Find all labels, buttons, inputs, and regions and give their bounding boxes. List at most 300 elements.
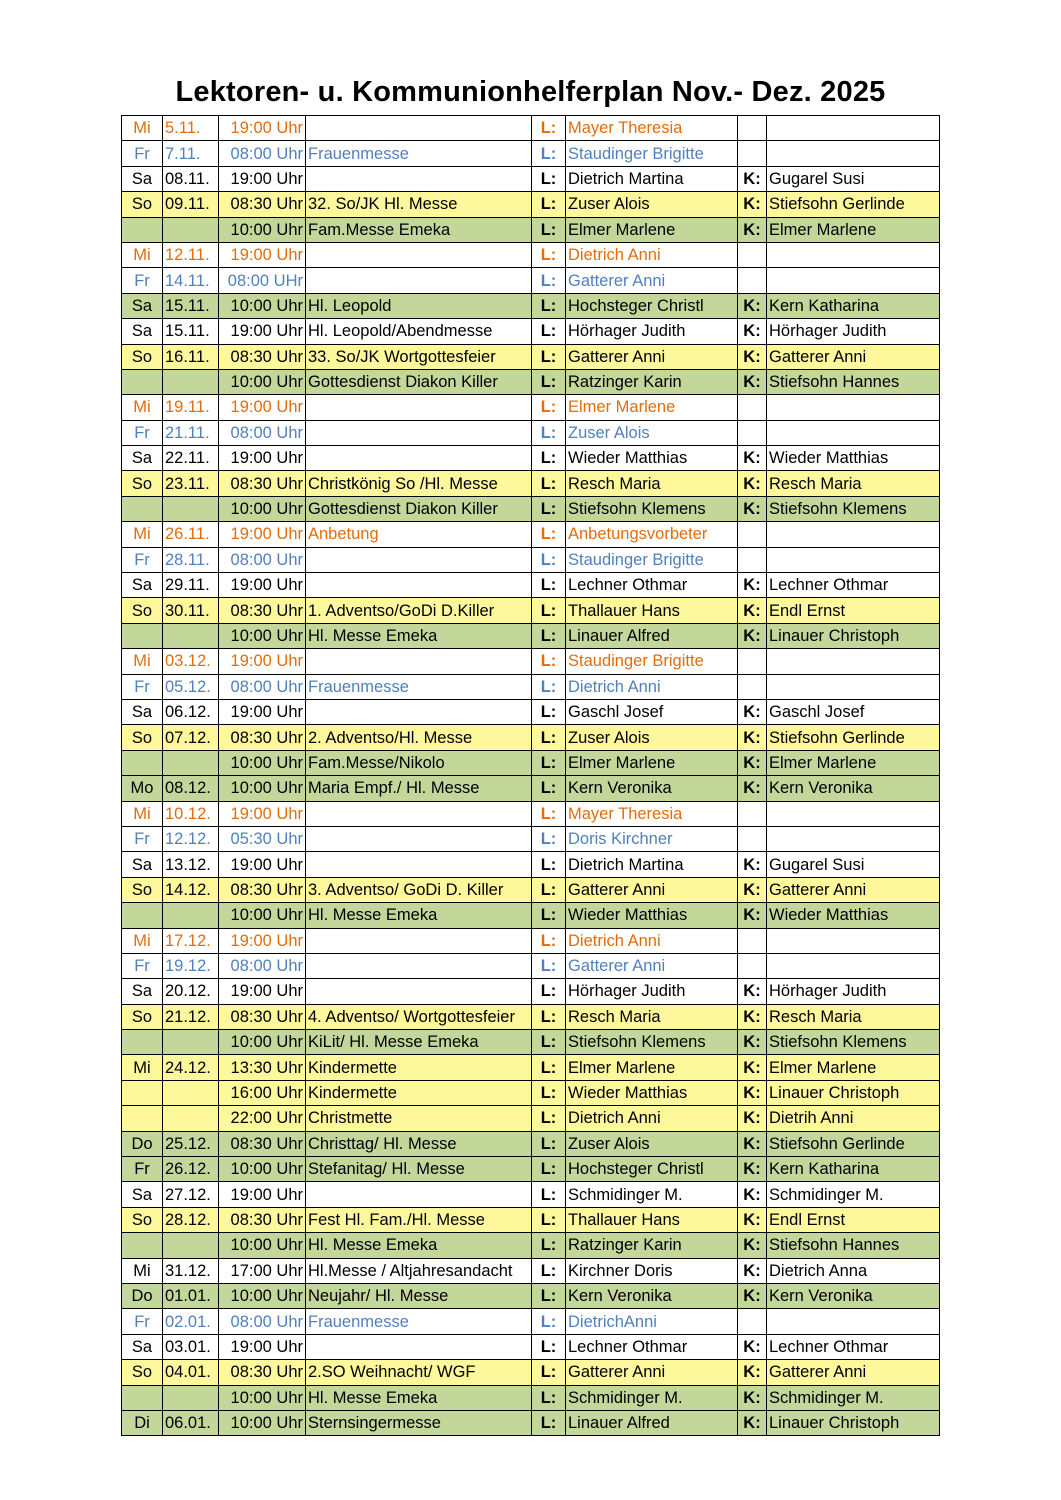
time-cell: 10:00 Uhr	[219, 1233, 306, 1258]
description-cell: Gottesdienst Diakon Killer	[306, 369, 532, 394]
time-cell: 08:00 Uhr	[219, 141, 306, 166]
communion-helper-name	[767, 953, 940, 978]
lector-name: Wieder Matthias	[566, 446, 738, 471]
weekday-cell: So	[122, 1360, 163, 1385]
communion-label: K:	[738, 344, 767, 369]
time-cell: 16:00 Uhr	[219, 1080, 306, 1105]
schedule-body	[122, 116, 940, 1436]
date-cell: 14.11.	[163, 268, 219, 293]
schedule-row	[122, 1258, 940, 1283]
lector-label: L:	[532, 649, 566, 674]
page-title: Lektoren- u. Kommunionhelferplan Nov.- Dez. 2025	[175, 76, 886, 108]
lector-name: Ratzinger Karin	[566, 1233, 738, 1258]
description-cell	[306, 801, 532, 826]
date-cell: 13.12.	[163, 852, 219, 877]
description-cell: Hl. Messe Emeka	[306, 1385, 532, 1410]
description-cell: 2. Adventso/Hl. Messe	[306, 725, 532, 750]
communion-helper-name: Stiefsohn Hannes	[767, 369, 940, 394]
date-cell	[163, 1233, 219, 1258]
weekday-cell: Fr	[122, 1309, 163, 1334]
date-cell: 03.12.	[163, 649, 219, 674]
communion-label: K:	[738, 699, 767, 724]
lector-label: L:	[532, 1360, 566, 1385]
date-cell: 14.12.	[163, 877, 219, 902]
schedule-row	[122, 369, 940, 394]
lector-name: Thallauer Hans	[566, 1207, 738, 1232]
description-cell	[306, 649, 532, 674]
communion-helper-name: Gatterer Anni	[767, 344, 940, 369]
weekday-cell: Mi	[122, 649, 163, 674]
schedule-row	[122, 395, 940, 420]
lector-label: L:	[532, 877, 566, 902]
time-cell: 19:00 Uhr	[219, 242, 306, 267]
schedule-row	[122, 547, 940, 572]
communion-helper-name	[767, 522, 940, 547]
communion-helper-name	[767, 1309, 940, 1334]
lector-label: L:	[532, 852, 566, 877]
communion-helper-name: Kern Veronika	[767, 776, 940, 801]
lector-label: L:	[532, 446, 566, 471]
lector-name: Gatterer Anni	[566, 877, 738, 902]
lector-name: Mayer Theresia	[566, 801, 738, 826]
lector-name: Stiefsohn Klemens	[566, 1030, 738, 1055]
time-cell: 08:30 Uhr	[219, 598, 306, 623]
date-cell: 10.12.	[163, 801, 219, 826]
time-cell: 08:30 Uhr	[219, 877, 306, 902]
time-cell: 13:30 Uhr	[219, 1055, 306, 1080]
communion-label: K:	[738, 1385, 767, 1410]
time-cell: 19:00 Uhr	[219, 852, 306, 877]
weekday-cell	[122, 903, 163, 928]
date-cell	[163, 903, 219, 928]
weekday-cell: So	[122, 877, 163, 902]
time-cell: 08:00 UHr	[219, 268, 306, 293]
communion-helper-name: Stiefsohn Klemens	[767, 1030, 940, 1055]
date-cell: 19.12.	[163, 953, 219, 978]
schedule-row	[122, 699, 940, 724]
schedule-row	[122, 1385, 940, 1410]
lector-name: Hörhager Judith	[566, 979, 738, 1004]
date-cell: 06.12.	[163, 699, 219, 724]
schedule-row	[122, 1157, 940, 1182]
time-cell: 10:00 Uhr	[219, 217, 306, 242]
communion-label	[738, 953, 767, 978]
lector-name: Staudinger Brigitte	[566, 649, 738, 674]
weekday-cell: Sa	[122, 852, 163, 877]
weekday-cell: Mi	[122, 801, 163, 826]
date-cell: 15.11.	[163, 319, 219, 344]
description-cell	[306, 1182, 532, 1207]
description-cell: Sternsingermesse	[306, 1410, 532, 1435]
lector-name: Lechner Othmar	[566, 573, 738, 598]
weekday-cell	[122, 1233, 163, 1258]
lector-name: Staudinger Brigitte	[566, 141, 738, 166]
lector-label: L:	[532, 573, 566, 598]
communion-helper-name: Schmidinger M.	[767, 1182, 940, 1207]
description-cell: KiLit/ Hl. Messe Emeka	[306, 1030, 532, 1055]
communion-label	[738, 116, 767, 141]
lector-label: L:	[532, 395, 566, 420]
communion-label: K:	[738, 217, 767, 242]
weekday-cell: Mi	[122, 242, 163, 267]
description-cell	[306, 852, 532, 877]
communion-helper-name: Schmidinger M.	[767, 1385, 940, 1410]
schedule-row	[122, 750, 940, 775]
communion-helper-name: Gugarel Susi	[767, 852, 940, 877]
description-cell: Hl. Messe Emeka	[306, 903, 532, 928]
weekday-cell	[122, 369, 163, 394]
description-cell	[306, 547, 532, 572]
lector-label: L:	[532, 547, 566, 572]
description-cell: Frauenmesse	[306, 141, 532, 166]
weekday-cell: Sa	[122, 1334, 163, 1359]
weekday-cell	[122, 1385, 163, 1410]
date-cell: 21.12.	[163, 1004, 219, 1029]
description-cell: 4. Adventso/ Wortgottesfeier	[306, 1004, 532, 1029]
date-cell: 27.12.	[163, 1182, 219, 1207]
communion-helper-name: Linauer Christoph	[767, 623, 940, 648]
weekday-cell: Fr	[122, 674, 163, 699]
schedule-row	[122, 1207, 940, 1232]
lector-label: L:	[532, 623, 566, 648]
date-cell: 25.12.	[163, 1131, 219, 1156]
time-cell: 08:30 Uhr	[219, 725, 306, 750]
communion-label: K:	[738, 877, 767, 902]
weekday-cell: Sa	[122, 1182, 163, 1207]
date-cell: 29.11.	[163, 573, 219, 598]
lector-label: L:	[532, 1334, 566, 1359]
weekday-cell: Do	[122, 1283, 163, 1308]
communion-helper-name: Stiefsohn Gerlinde	[767, 1131, 940, 1156]
schedule-row	[122, 1106, 940, 1131]
date-cell: 26.11.	[163, 522, 219, 547]
time-cell: 10:00 Uhr	[219, 623, 306, 648]
description-cell: Fest Hl. Fam./Hl. Messe	[306, 1207, 532, 1232]
time-cell: 10:00 Uhr	[219, 1030, 306, 1055]
date-cell: 7.11.	[163, 141, 219, 166]
lector-name: Anbetungsvorbeter	[566, 522, 738, 547]
schedule-row	[122, 192, 940, 217]
schedule-row	[122, 649, 940, 674]
communion-helper-name: Gugarel Susi	[767, 166, 940, 191]
date-cell: 09.11.	[163, 192, 219, 217]
lector-label: L:	[532, 598, 566, 623]
weekday-cell: Sa	[122, 573, 163, 598]
date-cell: 5.11.	[163, 116, 219, 141]
weekday-cell: Fr	[122, 420, 163, 445]
weekday-cell: Sa	[122, 446, 163, 471]
communion-helper-name: Stiefsohn Klemens	[767, 496, 940, 521]
description-cell: Hl. Leopold	[306, 293, 532, 318]
communion-helper-name	[767, 801, 940, 826]
lector-label: L:	[532, 1207, 566, 1232]
date-cell: 03.01.	[163, 1334, 219, 1359]
lector-label: L:	[532, 801, 566, 826]
communion-helper-name: Kern Katharina	[767, 1157, 940, 1182]
weekday-cell: Do	[122, 1131, 163, 1156]
schedule-row	[122, 166, 940, 191]
communion-label	[738, 242, 767, 267]
date-cell: 05.12.	[163, 674, 219, 699]
lector-label: L:	[532, 1410, 566, 1435]
communion-helper-name: Resch Maria	[767, 471, 940, 496]
description-cell: Frauenmesse	[306, 674, 532, 699]
schedule-row	[122, 1182, 940, 1207]
date-cell: 07.12.	[163, 725, 219, 750]
description-cell: Anbetung	[306, 522, 532, 547]
lector-name: Dietrich Martina	[566, 852, 738, 877]
time-cell: 17:00 Uhr	[219, 1258, 306, 1283]
lector-label: L:	[532, 1080, 566, 1105]
time-cell: 19:00 Uhr	[219, 522, 306, 547]
description-cell	[306, 116, 532, 141]
communion-label: K:	[738, 598, 767, 623]
date-cell: 24.12.	[163, 1055, 219, 1080]
time-cell: 19:00 Uhr	[219, 928, 306, 953]
date-cell: 23.11.	[163, 471, 219, 496]
weekday-cell: Fr	[122, 1157, 163, 1182]
lector-label: L:	[532, 928, 566, 953]
communion-label: K:	[738, 776, 767, 801]
lector-name: Elmer Marlene	[566, 750, 738, 775]
time-cell: 10:00 Uhr	[219, 293, 306, 318]
schedule-row	[122, 268, 940, 293]
communion-label: K:	[738, 1207, 767, 1232]
time-cell: 10:00 Uhr	[219, 1385, 306, 1410]
weekday-cell: Mi	[122, 928, 163, 953]
communion-helper-name: Linauer Christoph	[767, 1410, 940, 1435]
lector-name: Zuser Alois	[566, 1131, 738, 1156]
description-cell	[306, 420, 532, 445]
description-cell	[306, 928, 532, 953]
lector-name: Elmer Marlene	[566, 1055, 738, 1080]
description-cell	[306, 268, 532, 293]
weekday-cell	[122, 1030, 163, 1055]
lector-name: Wieder Matthias	[566, 1080, 738, 1105]
time-cell: 10:00 Uhr	[219, 776, 306, 801]
time-cell: 08:00 Uhr	[219, 547, 306, 572]
schedule-row	[122, 1131, 940, 1156]
description-cell: Kindermette	[306, 1080, 532, 1105]
communion-helper-name: Resch Maria	[767, 1004, 940, 1029]
communion-label: K:	[738, 446, 767, 471]
lector-name: Resch Maria	[566, 1004, 738, 1029]
schedule-row	[122, 293, 940, 318]
lector-label: L:	[532, 471, 566, 496]
communion-helper-name: Wieder Matthias	[767, 446, 940, 471]
communion-label: K:	[738, 1283, 767, 1308]
time-cell: 10:00 Uhr	[219, 1410, 306, 1435]
time-cell: 19:00 Uhr	[219, 1334, 306, 1359]
weekday-cell	[122, 623, 163, 648]
schedule-row	[122, 979, 940, 1004]
lector-name: Elmer Marlene	[566, 395, 738, 420]
description-cell	[306, 953, 532, 978]
lector-label: L:	[532, 217, 566, 242]
schedule-row	[122, 953, 940, 978]
lector-label: L:	[532, 1258, 566, 1283]
lector-name: Schmidinger M.	[566, 1182, 738, 1207]
communion-label: K:	[738, 319, 767, 344]
communion-helper-name: Dietrich Anna	[767, 1258, 940, 1283]
time-cell: 08:30 Uhr	[219, 344, 306, 369]
schedule-row	[122, 522, 940, 547]
communion-label	[738, 928, 767, 953]
schedule-row	[122, 1309, 940, 1334]
schedule-row	[122, 1283, 940, 1308]
lector-name: Hochsteger Christl	[566, 293, 738, 318]
description-cell: 1. Adventso/GoDi D.Killer	[306, 598, 532, 623]
lector-name: Dietrich Martina	[566, 166, 738, 191]
communion-label	[738, 801, 767, 826]
schedule-row	[122, 1080, 940, 1105]
weekday-cell	[122, 217, 163, 242]
communion-helper-name	[767, 141, 940, 166]
weekday-cell: Fr	[122, 268, 163, 293]
schedule-row	[122, 623, 940, 648]
lector-name: DietrichAnni	[566, 1309, 738, 1334]
communion-helper-name: Stiefsohn Hannes	[767, 1233, 940, 1258]
date-cell	[163, 1385, 219, 1410]
weekday-cell: Sa	[122, 293, 163, 318]
lector-name: Resch Maria	[566, 471, 738, 496]
date-cell: 28.11.	[163, 547, 219, 572]
date-cell	[163, 1030, 219, 1055]
schedule-row	[122, 141, 940, 166]
time-cell: 08:30 Uhr	[219, 192, 306, 217]
lector-label: L:	[532, 192, 566, 217]
lector-name: Staudinger Brigitte	[566, 547, 738, 572]
lector-label: L:	[532, 953, 566, 978]
schedule-row	[122, 776, 940, 801]
weekday-cell: So	[122, 192, 163, 217]
communion-label: K:	[738, 750, 767, 775]
lector-label: L:	[532, 522, 566, 547]
schedule-row	[122, 319, 940, 344]
time-cell: 19:00 Uhr	[219, 699, 306, 724]
weekday-cell: Mo	[122, 776, 163, 801]
time-cell: 10:00 Uhr	[219, 1283, 306, 1308]
schedule-row	[122, 725, 940, 750]
communion-label: K:	[738, 725, 767, 750]
weekday-cell	[122, 496, 163, 521]
weekday-cell: Fr	[122, 547, 163, 572]
lector-name: Ratzinger Karin	[566, 369, 738, 394]
schedule-row	[122, 1004, 940, 1029]
weekday-cell: So	[122, 344, 163, 369]
communion-label: K:	[738, 1182, 767, 1207]
lector-name: Mayer Theresia	[566, 116, 738, 141]
lector-name: Dietrich Anni	[566, 242, 738, 267]
lector-label: L:	[532, 826, 566, 851]
lector-name: Linauer Alfred	[566, 1410, 738, 1435]
description-cell: 32. So/JK Hl. Messe	[306, 192, 532, 217]
lector-label: L:	[532, 319, 566, 344]
schedule-row	[122, 1233, 940, 1258]
schedule-row	[122, 598, 940, 623]
description-cell: Hl.Messe / Altjahresandacht	[306, 1258, 532, 1283]
date-cell: 26.12.	[163, 1157, 219, 1182]
communion-helper-name	[767, 649, 940, 674]
communion-label: K:	[738, 573, 767, 598]
time-cell: 08:30 Uhr	[219, 1360, 306, 1385]
communion-label	[738, 1309, 767, 1334]
lector-label: L:	[532, 1283, 566, 1308]
schedule-row	[122, 242, 940, 267]
description-cell	[306, 699, 532, 724]
lector-name: Gatterer Anni	[566, 1360, 738, 1385]
lector-label: L:	[532, 116, 566, 141]
lector-name: Zuser Alois	[566, 192, 738, 217]
communion-label: K:	[738, 979, 767, 1004]
communion-label	[738, 649, 767, 674]
date-cell: 02.01.	[163, 1309, 219, 1334]
description-cell	[306, 166, 532, 191]
schedule-row	[122, 573, 940, 598]
lector-name: Dietrich Anni	[566, 674, 738, 699]
weekday-cell: Fr	[122, 826, 163, 851]
weekday-cell: Mi	[122, 395, 163, 420]
date-cell: 30.11.	[163, 598, 219, 623]
date-cell	[163, 369, 219, 394]
weekday-cell: So	[122, 1004, 163, 1029]
description-cell	[306, 242, 532, 267]
time-cell: 08:00 Uhr	[219, 420, 306, 445]
communion-helper-name	[767, 826, 940, 851]
lector-name: Gaschl Josef	[566, 699, 738, 724]
description-cell: Christkönig So /Hl. Messe	[306, 471, 532, 496]
communion-helper-name: Linauer Christoph	[767, 1080, 940, 1105]
communion-helper-name	[767, 116, 940, 141]
date-cell	[163, 1080, 219, 1105]
lector-name: Hochsteger Christl	[566, 1157, 738, 1182]
time-cell: 08:30 Uhr	[219, 471, 306, 496]
weekday-cell: Mi	[122, 522, 163, 547]
schedule-row	[122, 420, 940, 445]
lector-label: L:	[532, 268, 566, 293]
communion-helper-name: Elmer Marlene	[767, 217, 940, 242]
communion-helper-name: Dietrih Anni	[767, 1106, 940, 1131]
description-cell	[306, 446, 532, 471]
time-cell: 19:00 Uhr	[219, 166, 306, 191]
description-cell: Neujahr/ Hl. Messe	[306, 1283, 532, 1308]
communion-helper-name: Gaschl Josef	[767, 699, 940, 724]
lector-label: L:	[532, 1309, 566, 1334]
communion-label: K:	[738, 1410, 767, 1435]
lector-label: L:	[532, 293, 566, 318]
communion-label	[738, 141, 767, 166]
schedule-row	[122, 471, 940, 496]
time-cell: 19:00 Uhr	[219, 319, 306, 344]
schedule-row	[122, 928, 940, 953]
communion-helper-name: Kern Veronika	[767, 1283, 940, 1308]
lector-name: Stiefsohn Klemens	[566, 496, 738, 521]
description-cell	[306, 826, 532, 851]
description-cell: 33. So/JK Wortgottesfeier	[306, 344, 532, 369]
date-cell: 04.01.	[163, 1360, 219, 1385]
date-cell: 31.12.	[163, 1258, 219, 1283]
time-cell: 10:00 Uhr	[219, 1157, 306, 1182]
time-cell: 08:00 Uhr	[219, 1309, 306, 1334]
schedule-row	[122, 446, 940, 471]
date-cell: 16.11.	[163, 344, 219, 369]
lector-name: Dietrich Anni	[566, 1106, 738, 1131]
description-cell: Maria Empf./ Hl. Messe	[306, 776, 532, 801]
lector-name: Hörhager Judith	[566, 319, 738, 344]
time-cell: 05:30 Uhr	[219, 826, 306, 851]
communion-helper-name: Endl Ernst	[767, 1207, 940, 1232]
description-cell	[306, 1334, 532, 1359]
